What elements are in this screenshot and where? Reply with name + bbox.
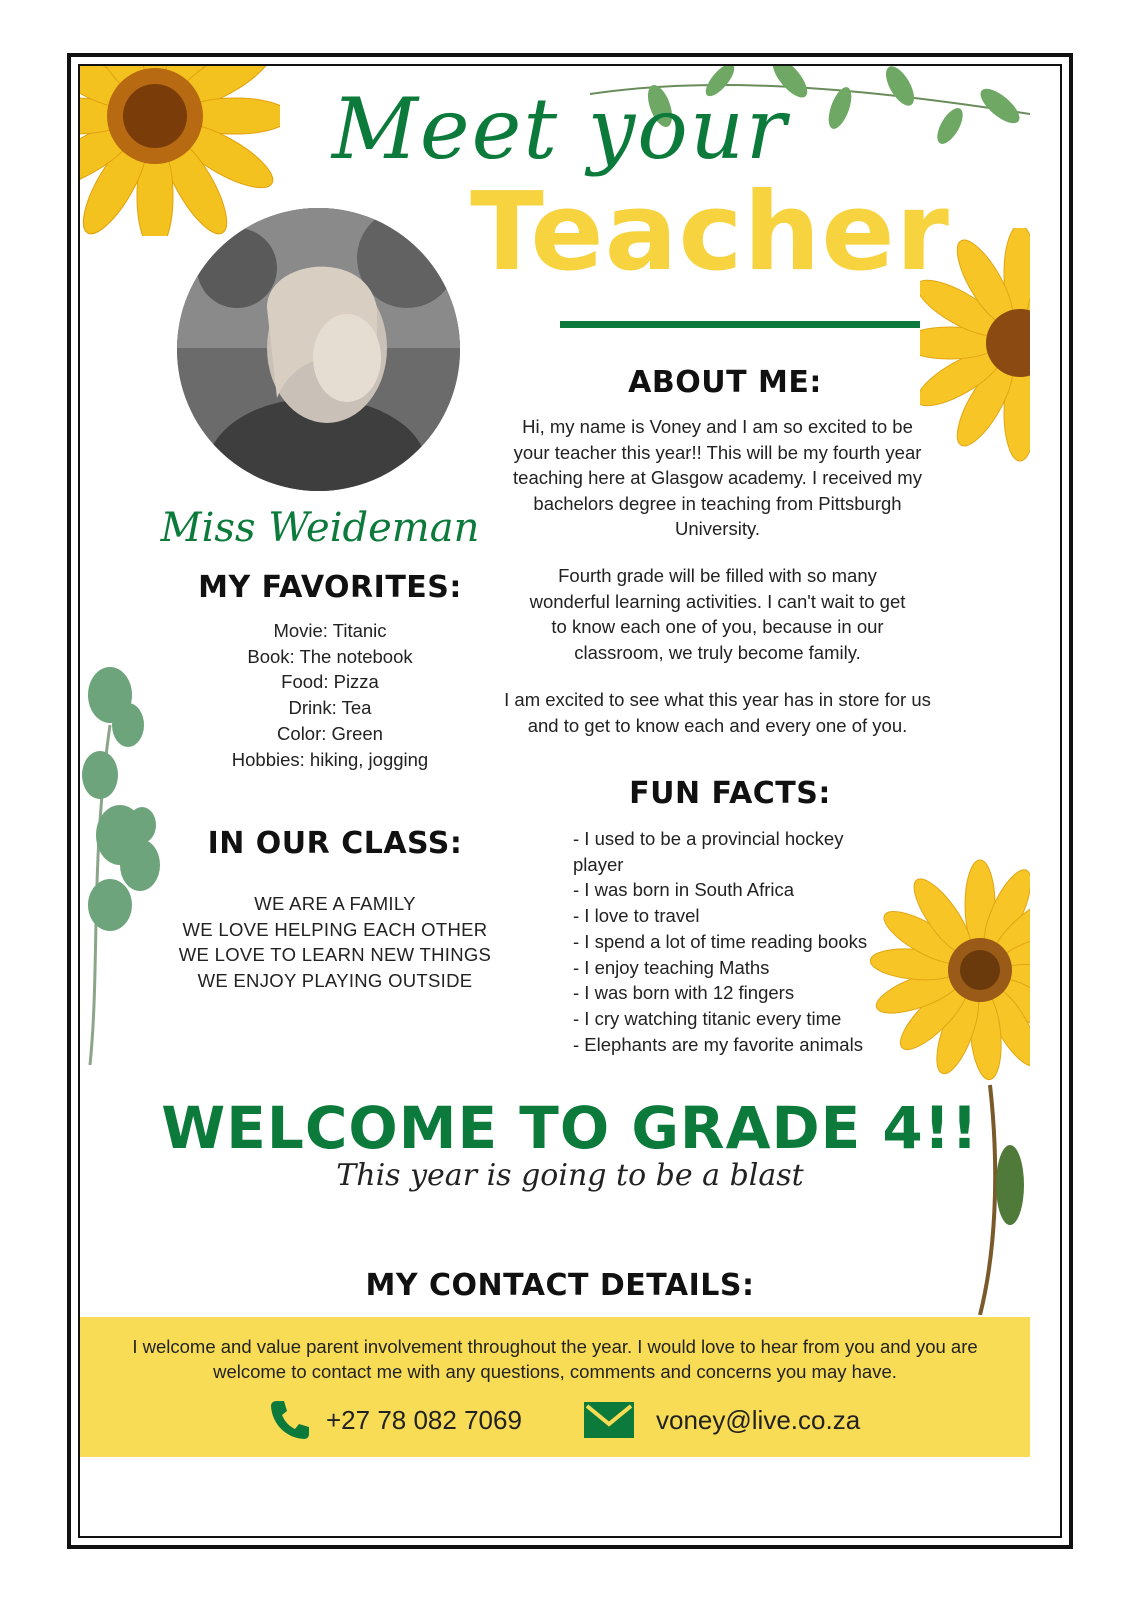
- teacher-name: Miss Weideman: [160, 505, 480, 551]
- contact-email[interactable]: [584, 1398, 860, 1442]
- contact-phone[interactable]: [268, 1398, 522, 1442]
- fun-fact-item: - I was born in South Africa: [573, 879, 795, 901]
- in-our-class-heading: IN OUR CLASS:: [207, 826, 463, 861]
- sunflower-bottom-right-illustration: [870, 855, 1030, 1315]
- about-paragraph-3: I am excited to see what this year has in store for us and to get to know each and every one of you.: [504, 689, 931, 736]
- fun-fact-item: - I love to travel: [573, 905, 700, 927]
- my-favorites-heading: MY FAVORITES:: [198, 570, 462, 605]
- favorite-item: Color: Green: [277, 722, 383, 744]
- class-value-item: WE LOVE HELPING EACH OTHER: [182, 918, 488, 940]
- favorite-item: Movie: Titanic: [273, 620, 387, 641]
- class-values-list: [170, 891, 500, 994]
- about-paragraph-1: Hi, my name is Voney and I am so excited to be your teacher this year!! This will be my fourth year teaching here at Glasgow academy. I received my bachelors degree in teaching from Pittsburgh University.: [513, 416, 922, 539]
- fun-fact-item: - I was born with 12 fingers: [573, 982, 795, 1004]
- favorite-item: Hobbies: hiking, jogging: [231, 748, 429, 770]
- title-divider: [560, 321, 920, 328]
- fun-fact-item: - I enjoy teaching Maths: [573, 956, 770, 978]
- favorite-item: Food: Pizza: [281, 671, 379, 693]
- favorites-list: [170, 618, 490, 772]
- email-address: voney@live.co.za: [656, 1404, 861, 1435]
- class-value-item: WE LOVE TO LEARN NEW THINGS: [178, 944, 492, 966]
- contact-message: I welcome and value parent involvement throughout the year. I would love to hear from you and you are welcome to contact me with any questions, comments and concerns you may have.: [132, 1336, 978, 1382]
- teacher-title: Teacher: [470, 170, 950, 295]
- envelope-icon: [584, 1400, 634, 1440]
- phone-number: +27 78 082 7069: [326, 1404, 522, 1435]
- contact-details-heading: MY CONTACT DETAILS:: [365, 1268, 755, 1303]
- fun-fact-item: - I used to be a provincial hockey player: [573, 828, 844, 875]
- about-me-heading: ABOUT ME:: [628, 365, 822, 400]
- fun-fact-item: - Elephants are my favorite animals: [573, 1033, 863, 1055]
- favorite-item: Drink: Tea: [288, 697, 372, 719]
- welcome-subtitle: This year is going to be a blast: [336, 1158, 804, 1193]
- sunflower-top-left-illustration: [80, 66, 280, 236]
- about-paragraph-2: Fourth grade will be filled with so many wonderful learning activities. I can't wait to get to know each one of you, because in our classroom, we truly become family.: [529, 565, 906, 663]
- meet-your-script-title: Meet your: [331, 80, 789, 178]
- phone-icon: [268, 1398, 312, 1442]
- favorite-item: Book: The notebook: [247, 645, 413, 667]
- class-value-item: WE ENJOY PLAYING OUTSIDE: [197, 970, 473, 992]
- class-value-item: WE ARE A FAMILY: [254, 893, 416, 914]
- fun-facts-list: [573, 826, 893, 1057]
- fun-fact-item: - I cry watching titanic every time: [573, 1007, 842, 1029]
- teacher-photo: [177, 208, 460, 491]
- fun-fact-item: - I spend a lot of time reading books: [573, 930, 868, 952]
- welcome-grade-title: WELCOME TO GRADE 4!!: [161, 1094, 979, 1162]
- fun-facts-heading: FUN FACTS:: [629, 776, 831, 811]
